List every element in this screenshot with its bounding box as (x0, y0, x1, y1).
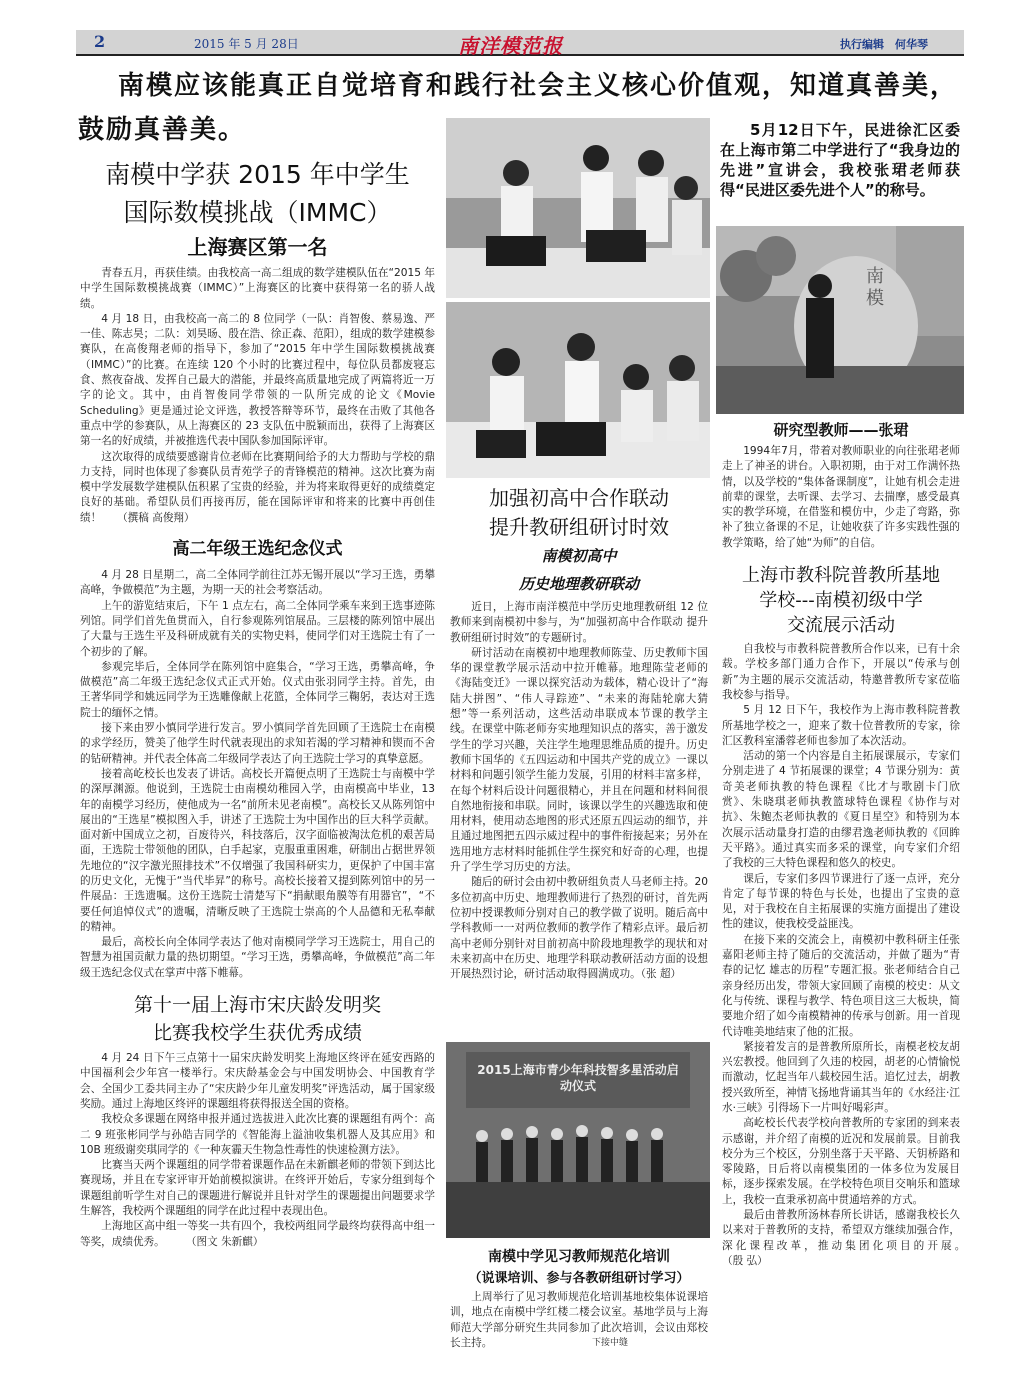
teacher-caption: 研究型教师——张珺 (773, 421, 909, 439)
page-header (76, 30, 964, 56)
coop-paragraph: 随后的研讨会由初中教研组负责人马老师主持。20 多位初高中历史、地理教师进行了热烈的研讨，首先两位初中授课教师分别对自己的教学做了说明。随后高中学科教师一一对两位教师的教学作了精彩点评。最后初高中老师分别针对目前初高中阶段地理教学的现状和对未来初高中在历史、地理学科联动教研活动方面的设想开展热烈讨论，研讨活动取得圆满成功。（张 超） (450, 876, 708, 981)
coop-paragraph: 研讨活动在南模初中地理教师陈莹、历史教师卞国华的课堂教学展示活动中拉开帷幕。地理陈莹老师的《海陆变迁》一课以探究活动为载体，精心设计了“海陆大拼图”、“伟人寻踪迹”、“未来的海陆轮廓大猜想”等一系列活动，这些活动串联成本节课的教学主线。在课堂中陈老师夯实地理知识点的落实，善于激发学生的学习兴趣，关注学生地理思维品质的提升。历史教师卞国华的《五四运动和中国共产党的成立》一课以材料和问题引领学生能力发展，引用的材料丰富多样，在每个材料后设计问题很精心，并且在问题和材料间很自然地衔接和串联。同时，该课以学生的兴趣选取和使用材料，使用动态地图的形式还原五四运动的细节，并且通过地图把五四示威过程中的事件衔接起来；另外在选用地方志材料时能抓住学生探究和好奇的心理，也提升了学生学习历史的方法。 (450, 646, 708, 874)
imm-subtitle: 上海赛区第一名 (187, 235, 328, 259)
training-caption-line1: 南模中学见习教师规范化培训 (488, 1249, 670, 1265)
ceremony-banner: 2015上海市青少年科技智多星活动启动仪式 (477, 1063, 679, 1093)
slogan: 南模应该能真正自觉培育和践行社会主义核心价值观，知道真善美，鼓励真善美。 (78, 71, 959, 145)
imm-paragraph: 4 月 18 日，由我校高一高二的 8 位同学（一队：肖智俊、蔡易逸、严一佳、陈志昊；二队：刘昊旸、殷在浩、徐正森、范阳），组成的数学建模参赛队，在高俊翔老师的指导下，参加了“2015 年中学生国际数模挑战赛（IMMC）”的比赛。在连续 120 个小时的比赛过程中，每位队员都废寝忘食、熬夜奋战、发挥自己最大的潜能，并最终高质量地完成了两篇将近一万字的论文。其中，由肖智俊同学带领的一队所完成的论文《Movie Scheduling》更是通过论文评选，教授答辩等环节，最终在击败了其他各重点中学的参赛队，从上海赛区的 23 支队伍中脱颖而出，获得了上海赛区第一名的好成绩，并被推选代表中国队参加国际评审。 (80, 312, 435, 448)
continued-note: 下接中缝 (591, 1338, 628, 1349)
wang-paragraph: 上午的游览结束后，下午 1 点左右，高二全体同学乘车来到王选事迹陈列馆。同学们首先鱼贯而入，自行参观陈列馆展品。三层楼的陈列馆中展出了大量与王选生平及科研成就有关的实物史料，使同学们对王选院士有了一个初步的了解。 (80, 599, 435, 658)
wang-paragraph: 参观完毕后，全体同学在陈列馆中庭集合，“学习王选，勇攀高峰，争做模范”高二年级王选纪念仪式正式开始。仪式由张羽同学主持。首先，由王著华同学和姚远同学为王选雕像献上花篮，全体同学三鞠躬，表达对王选院士的缅怀之情。 (80, 660, 435, 719)
wang-title: 高二年级王选纪念仪式 (172, 539, 343, 560)
ceremony-photo (446, 1042, 710, 1238)
imm-title-line2: 国际数模挑战（IMMC） (123, 198, 392, 227)
base-paragraph: 最后由普教所汤林春所长讲话，感谢我校长久以来对于普教所的支持，希望双方继续加强合作，深化课程改革，推动集团化项目的开展。 （殷 弘） (722, 1209, 1013, 1267)
base-paragraph: 紧接着发言的是普教所原所长，南模老校友胡兴宏教授。他回到了久违的校园，胡老的心情愉悦而激动，忆起当年八载校园生活。追忆过去，胡教授兴致所至，神情飞扬地背诵其当年的《水经注·江水·三峡》引得场下一片叫好喝彩声。 (722, 1040, 960, 1114)
rock-inscription: 南模 (866, 266, 884, 309)
right-column (722, 418, 1013, 1269)
base-paragraph: 高屹校长代表学校向普教所的专家团的到来表示感谢，并介绍了南模的近况和发展前景。目前我校分为三个校区，分别坐落于天平路、天钥桥路和零陵路，日后将以南模集团的一体多位为发展目标，逐步探索发展。在学校特色项目交响乐和篮球上，我校一直秉承初高中贯通培养的方式。 (722, 1117, 960, 1206)
base-paragraph: 活动的第一个内容是自主拓展课展示，专家们分别走进了 4 节拓展课的课堂；4 节课分别为：黄奇美老师执教的特色课程《比才与歌剧卡门欣赏》、朱晓琪老师执教篮球特色课程《协作与对抗》、朱鲍杰老师执教的《夏日星空》和特别为本次展示活动量身打造的由缪君逸老师执教的《回眸天平路》。通过真实而多采的课堂，向专家们介绍了我校的三大特色课程和悠久的校史。 (722, 750, 960, 870)
base-title-line2: 学校---南模初级中学 (759, 590, 923, 612)
students-laptop-photo-1 (446, 118, 710, 298)
imm-paragraph: 青春五月，再获佳绩。由我校高一高二组成的数学建模队伍在“2015 年中学生国际数模挑战赛（IMMC）”上海赛区的比赛中获得第一名的骄人战绩。 (80, 267, 435, 310)
training-paragraph: 上周举行了见习教师规范化培训基地校集体说课培训，地点在南模中学红楼二楼会议室。基地学员与上海师范大学部分研究生共同参加了此次培训，会议由郑校长主持。 (450, 1291, 708, 1349)
coop-paragraph: 近日，上海市南洋模范中学历史地理教研组 12 位教师来到南模初中参与，为“加强初高中合作联动 提升教研组研讨时效”的专题研讨。 (450, 601, 708, 644)
imm-title-line1: 南模中学获 2015 年中学生 (105, 160, 410, 189)
middle-column (450, 484, 708, 982)
wang-paragraph: 接着高屹校长也发表了讲话。高校长开篇便点明了王选院士与南模中学的深厚渊源。他说到，王选院士由南模幼稚园入学，由南模高中毕业，13 年的南模学习经历，使他成为一名“前所未见老南模”。高校长又从陈列馆中展出的“王选星”模拟图入手，讲述了王选院士为中国作出的巨大科学贡献。面对新中国成立之初，百废待兴，科技落后，汉字面临被淘汰危机的艰苦局面，王选院士带领他的团队，白手起家，克服重重困难，研制出占据世界领先地位的“汉字激光照排技术”不仅增强了我国科研实力，更保护了中国丰富的历史文化，无愧于“当代毕昇”的称号。高校长接着又提到陈列馆中的另一件展品：王选遗嘱。这份王选院士清楚写下“捐献眼角膜等有用器官”，“不要任何追悼仪式”的遗嘱，清晰反映了王选院士崇高的个人品德和无私奉献的精神。 (80, 767, 435, 933)
song-paragraph: 上海地区高中组一等奖一共有四个，我校两组同学最终均获得高中组一等奖，成绩优秀。 （图文 朱新麒） (80, 1220, 435, 1248)
song-paragraph: 4 月 24 日下午三点第十一届宋庆龄发明奖上海地区终评在延安西路的中国福利会少年宫一楼举行。宋庆龄基金会与中国发明协会、中国教育学会、全国少工委共同主办了“宋庆龄少年儿童发明奖”评选活动，属于国家级奖励。通过上海地区终评的课题组将获得报送全国的资格。 (80, 1052, 435, 1110)
wang-paragraph: 4 月 28 日星期二，高二全体同学前往江苏无锡开展以“学习王选，勇攀高峰，争做模范”为主题，为期一天的社会考察活动。 (80, 569, 435, 597)
base-paragraph: 在接下来的交流会上，南模初中教科研主任张嘉阳老师主持了随后的交流活动，并做了题为“青春的记忆 雄志的历程”专题汇报。张老师结合自己亲身经历出发，带领大家回顾了南模的校史：从文化与传统、课程与教学、特色项目这三大板块，简要地介绍了如今南模精神的传承与创新。用一首现代诗唯美地结束了他的汇报。 (722, 933, 960, 1038)
training-caption-line2: （说课培训、参与各教研组研讨学习） (468, 1271, 690, 1286)
executive-editor: 执行编辑 何华琴 (840, 38, 928, 51)
base-paragraph: 5 月 12 日下午，我校作为上海市教科院普教所基地学校之一，迎来了数十位普教所的专家，徐汇区教科室潘蓉老师也参加了本次活动。 (722, 704, 960, 747)
base-paragraph: 自我校与市教科院普教所合作以来，已有十余载。学校多部门通力合作下，开展以“传承与创新”为主题的展示交流活动，特邀普教所专家莅临我校参与指导。 (722, 643, 960, 701)
page-number: 2 (94, 32, 106, 51)
coop-subtitle-line2: 历史地理教研联动 (518, 575, 639, 593)
base-title-line3: 交流展示活动 (787, 615, 895, 637)
right-column-intro (720, 120, 960, 200)
song-paragraph: 比赛当天两个课题组的同学带着课题作品在未新麒老师的带领下到达比赛现场，并且在专家评审开始前模拟演讲。在终评开始后，专家分组到每个课题组前听学生对自己的课题进行解说并且针对学生的课题提出问题要求学生解答，我校两个课题组的同学在此过程中表现出色。 (80, 1159, 435, 1218)
song-paragraph: 我校众多课题在网络申报并通过选拔进入此次比赛的课题组有两个：高二 9 班张彬同学与孙皓吉同学的《智能海上溢油收集机器人及其应用》和 10B 班级谢奕琪同学的《一种灰霾天生物急性毒性的快速检测方法》。 (80, 1113, 435, 1156)
wang-paragraph: 最后，高校长向全体同学表达了他对南模同学学习王选院士，用自己的智慧为祖国贡献力量的热切期望。“学习王选，勇攀高峰，争做模范”高二年级王选纪念仪式在掌声中落下帷幕。 (80, 936, 435, 979)
base-paragraph: 课后，专家们多四节课进行了逐一点评，充分肯定了每节课的特色与长处，也提出了宝贵的意见，对于我校在自主拓展课的实施方面提出了建设性的建议，使我校受益匪浅。 (722, 872, 960, 931)
issue-date: 2015 年 5 月 28日 (194, 37, 299, 51)
imm-paragraph: 这次取得的成绩要感谢肯位老师在比赛期间给予的大力帮助与学校的鼎力支持，同时也体现了参赛队员青苑学子的青锋模范的精神。这次比赛为南模中学发展数学建模队伍积累了宝贵的经验，并为将来取得更好的成绩奠定良好的基础。希望队员们再接再厉，能在国际评审和将来的比赛中再创佳绩！ （撰稿 高俊翔） (80, 450, 435, 524)
students-laptop-photo-2 (446, 302, 710, 478)
wang-paragraph: 接下来由罗小慎同学进行发言。罗小慎同学首先回顾了王选院士在南模的求学经历，赞美了他学生时代就表现出的求知若渴的学习精神和锲而不舍的钻研精神。并代表全体高二年级同学表达了向王选院士学习的真挚意愿。 (80, 722, 435, 765)
training-block (450, 1246, 708, 1351)
left-column (80, 156, 435, 1250)
award-intro: 5月12日下午，民进徐汇区委在上海市第二中学进行了“我身边的先进”宣讲会，我校张珺老师获得“民进区委先进个人”的称号。 (720, 121, 960, 199)
coop-title-line1: 加强初高中合作联动 (489, 486, 669, 510)
coop-subtitle-line1: 南模初高中 (541, 547, 617, 565)
teacher-paragraph: 1994年7月，带着对教师职业的向往张珺老师走上了神圣的讲台。入职初期，由于对工作满怀热情，以及学校的“集体备课制度”，让她有机会走进前辈的课堂，去听课、去学习、去揣摩，感受最真实的教学环境，在借鉴和模仿中，少走了弯路，弥补了独立备课的不足，让她收获了许多实践性强的教学策略，给了她“为师”的自信。 (722, 445, 960, 549)
masthead: 南洋模范报 (458, 34, 563, 58)
coop-title-line2: 提升教研组研讨时效 (489, 515, 669, 539)
song-title-line1: 第十一届上海市宋庆龄发明奖 (133, 994, 381, 1017)
base-title-line1: 上海市教科院普教所基地 (742, 565, 940, 587)
teacher-photo (716, 226, 964, 414)
song-title-line2: 比赛我校学生获优秀成绩 (152, 1022, 362, 1045)
